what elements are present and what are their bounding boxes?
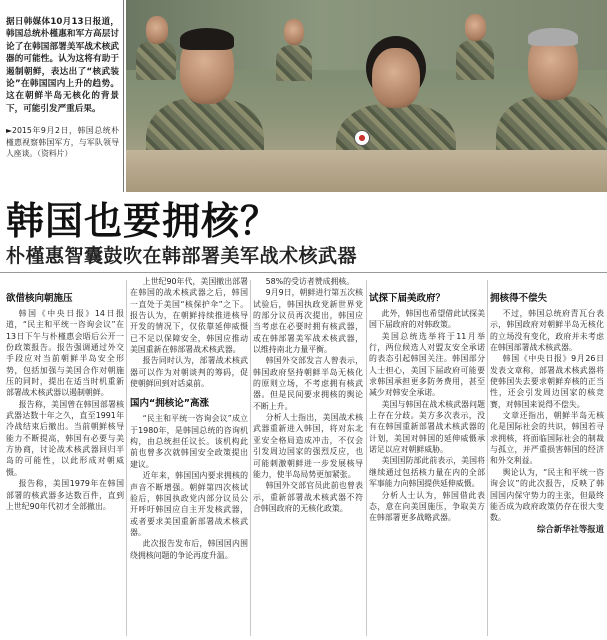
paragraph: 58%的受访者赞成拥核。 <box>265 277 355 286</box>
article-column-4 <box>369 290 485 638</box>
paragraph: 分析人士认为，韩国借此表态，意在向美国施压，争取美方在韩部署更多战略武器。 <box>369 490 485 523</box>
column-divider <box>366 280 367 636</box>
paragraph: 此次报告发布后，韩国国内围绕拥核问题的争论再度升温。 <box>130 539 248 560</box>
column-divider <box>126 280 127 636</box>
intro-box <box>0 0 124 192</box>
subheadline: 朴槿惠智囊鼓吹在韩部署美军战术核武器 <box>6 245 358 267</box>
article-column-2 <box>130 276 248 638</box>
headline: 韩国也要拥核？ <box>6 199 280 243</box>
section-heading: 国内“拥核论”高涨 <box>130 398 209 410</box>
paragraph: 美国与韩国在战术核武器问题上存在分歧。美方多次表示，没有在韩国重新部署战术核武器的计划，美国对韩国的延伸威慑承诺足以应对朝鲜威胁。 <box>369 399 485 455</box>
news-photo <box>126 0 607 192</box>
paragraph: 韩国外交部发言人曾表示，韩国政府坚持朝鲜半岛无核化的原则立场，不考虑拥有核武器。但是民间要求拥核的舆论不断上升。 <box>253 356 363 411</box>
column-divider <box>487 280 488 636</box>
paragraph: “民主和平统一咨询会议”成立于1980年，是韩国总统的咨询机构，由总统担任议长。该机构此前也曾多次就韩国安全政策提出建议。 <box>130 414 248 469</box>
paragraph: 上世纪90年代，美国撤出部署在韩国的战术核武器之后，韩国一直处于美国“核保护伞”之下。报告认为，在朝鲜持续推进核导开发的情况下，仅依靠延伸威慑已不足以保障安全，韩国应推动美国重新在韩部署战术核武器。 <box>130 277 248 355</box>
divider <box>0 272 607 273</box>
paragraph: 报告称，美国1979年在韩国部署的核武器多达数百件，直到上世纪90年代初才全部撤出。 <box>6 479 124 511</box>
paragraph: 报告称，美国曾在韩国部署核武器达数十年之久，直至1991年冷战结束后撤出。当前朝鲜核导能力不断提高，韩国有必要与美方协商，讨论战术核武器回归半岛的可能性，以此形成对朝威慑。 <box>6 399 124 477</box>
byline: 综合新华社等报道 <box>537 523 604 534</box>
paragraph: 韩国《中央日报》14日报道，“民主和平统一咨询会议”在13日下午与朴槿惠会晤后公开一份政策报告。报告强调通过外交手段应对当前朝鲜半岛安全形势，包括加强与美国合作对朝施压的同时，提出在适当时机重新部署战术核武器以遏制朝鲜。 <box>6 309 124 398</box>
section-heading: 拥核得不偿失 <box>490 293 548 304</box>
paragraph: 文章还指出，朝鲜半岛无核化是国际社会的共识，韩国若寻求拥核，将面临国际社会的制裁与孤立，并严重损害韩国的经济和外交利益。 <box>490 411 604 466</box>
paragraph: 韩国《中央日报》9月26日发表文章称，部署战术核武器将使韩国失去要求朝鲜弃核的正当性，还会引发周边国家的核竞赛，对韩国来说得不偿失。 <box>490 354 604 409</box>
photo-caption: ►2015年9月2日，韩国总统朴槿惠视察韩国军方，与军队领导人座谈。（资料片） <box>6 126 119 159</box>
paragraph: 报告同时认为，部署战术核武器可以作为对朝谈判的筹码，促使朝鲜回到对话桌前。 <box>130 356 248 389</box>
column-divider <box>250 280 251 636</box>
paragraph: 分析人士指出，美国战术核武器重新进入韩国，将对东北亚安全格局造成冲击，不仅会引发周边国家的强烈反应，也可能刺激朝鲜进一步发展核导能力，使半岛局势更加紧张。 <box>253 413 363 479</box>
intro-text: 据日韩媒体10月13日报道，韩国总统朴槿惠和军方高层讨论了在韩国部署美军战术核武器的可能性。认为这将有助于遏制朝鲜，表达出了“核武装论”在韩国国内上升的趋势。这在朝鲜半岛无核化的背景下，可能引发严重后果。 <box>6 17 119 114</box>
paragraph: 9月9日，朝鲜进行第五次核试验后，韩国执政党新世界党的部分议员再次提出，韩国应当考虑在必要时拥有核武器，或在韩部署美军战术核武器，以维持南北力量平衡。 <box>253 288 363 355</box>
paragraph: 韩国外交部官员此前也曾表示，重新部署战术核武器不符合韩国政府的无核化政策。 <box>253 481 363 513</box>
paragraph: 美国总统选举将于11月举行，两位候选人对盟友安全承诺的表态引起韩国关注。韩国部分人士担心，美国下届政府可能要求韩国承担更多防务费用，甚至减少对韩安全承诺。 <box>369 331 485 398</box>
paragraph: 不过，韩国总统府青瓦台表示，韩国政府对朝鲜半岛无核化的立场没有变化，政府并未考虑在韩国部署战术核武器。 <box>490 309 604 353</box>
article-column-1 <box>6 290 124 638</box>
paragraph: 美国国防部此前表示，美国将继续通过包括核力量在内的全部军事能力向韩国提供延伸威慑。 <box>369 456 485 489</box>
paragraph: 近年来，韩国国内要求拥核的声音不断增强。朝鲜第四次核试验后，韩国执政党内部分议员公开呼吁韩国应自主开发核武器，或者要求美国重新部署战术核武器。 <box>130 471 248 537</box>
paragraph: 此外，韩国也希望借此试探美国下届政府的对韩政策。 <box>369 309 485 330</box>
section-heading: 欲借核向朝施压 <box>6 293 73 304</box>
section-heading: 试探下届美政府？ <box>369 293 446 304</box>
article-column-5 <box>490 290 604 638</box>
article-column-3 <box>253 276 363 638</box>
paragraph: 舆论认为，“民主和平统一咨询会议”的此次报告，反映了韩国国内保守势力的主张，但最终能否成为政府政策仍存在很大变数。 <box>490 467 604 523</box>
